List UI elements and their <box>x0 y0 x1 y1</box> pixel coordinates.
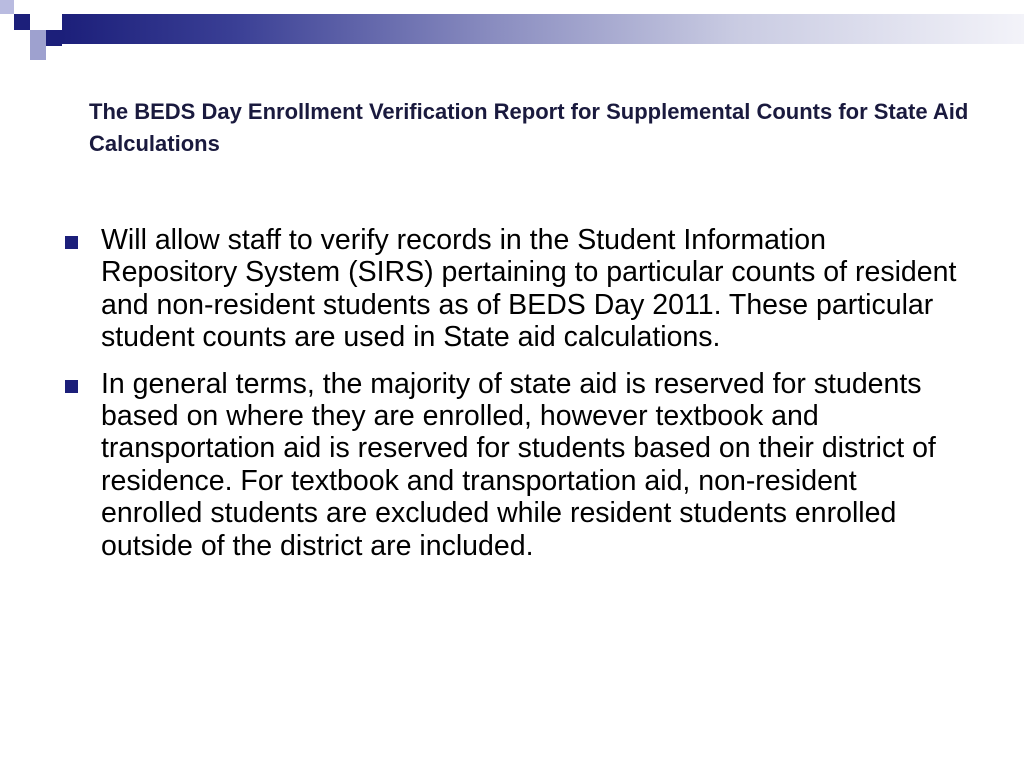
header-gradient-band <box>62 14 1024 44</box>
square-bullet-icon <box>65 236 78 249</box>
decorative-square <box>30 30 46 46</box>
decorative-square <box>0 30 14 46</box>
decorative-square <box>30 46 46 60</box>
decorative-square <box>46 30 62 46</box>
bullet-text: In general terms, the majority of state aid is reserved for students based on where they are enrolled, however textbook and transportation aid is reserved for students based on their district of residence. For textbook and transportation aid, non-resident enrolled students are excluded while resident students enrolled outside of the district are included. <box>101 367 936 562</box>
decorative-square <box>14 14 30 30</box>
bullet-item <box>62 224 962 354</box>
bullet-list <box>62 224 962 576</box>
decorative-square <box>0 0 14 14</box>
bullet-item <box>62 368 962 562</box>
slide-title: The BEDS Day Enrollment Verification Report for Supplemental Counts for State Aid Calculations <box>89 99 969 156</box>
square-bullet-icon <box>65 380 78 393</box>
decorative-square <box>30 0 46 14</box>
bullet-text: Will allow staff to verify records in the Student Information Repository System (SIRS) pertaining to particular counts of resident and non-resident students as of BEDS Day 2011. These particular student counts are used in State aid calculations. <box>101 224 957 354</box>
decorative-square <box>46 14 62 30</box>
